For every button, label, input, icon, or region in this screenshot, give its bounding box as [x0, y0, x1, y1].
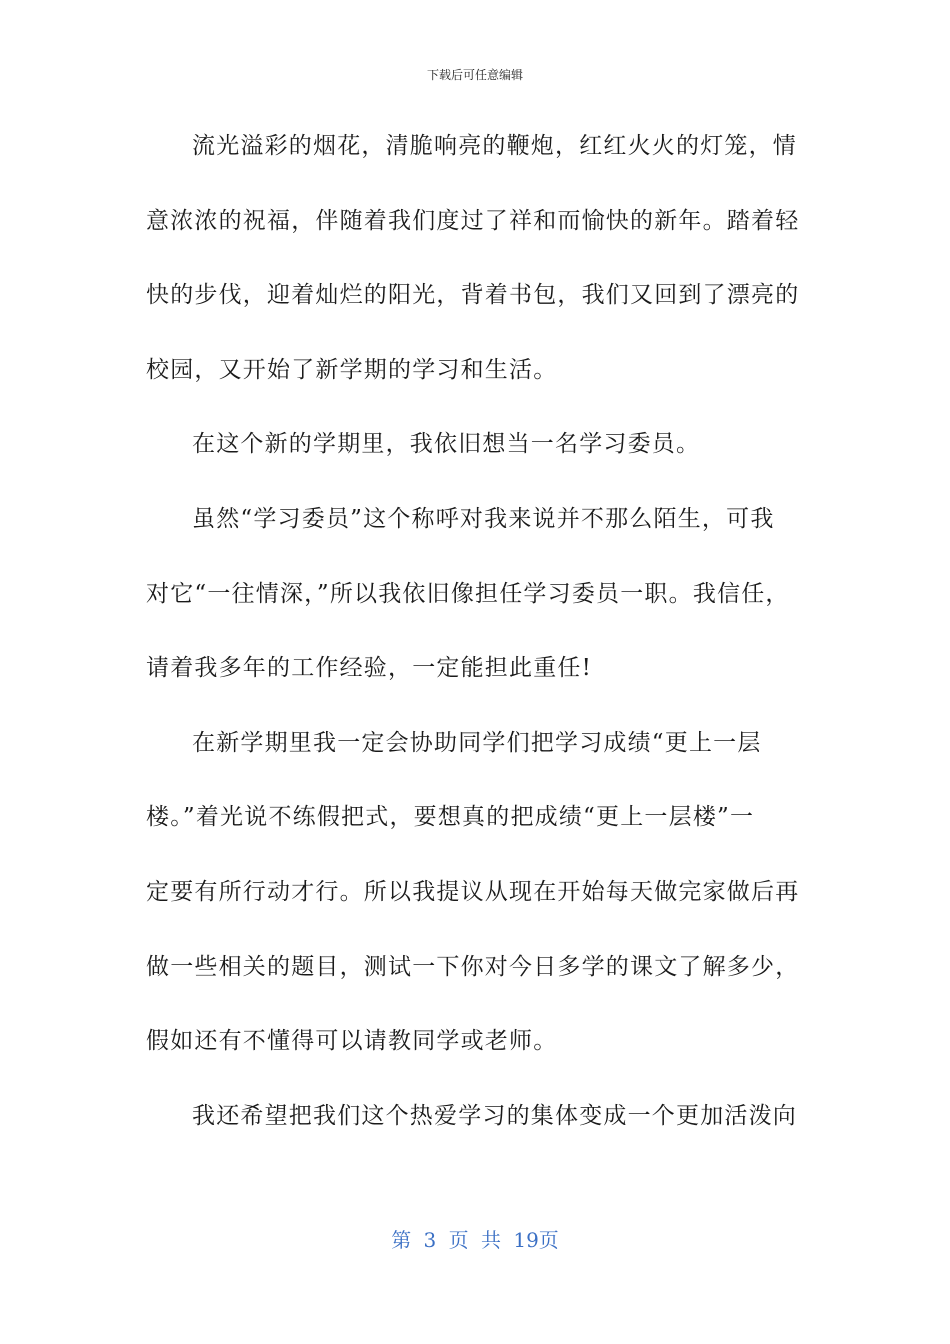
page-footer: 第 3 页 共 19页: [391, 1228, 559, 1252]
text-line: 对它“一往情深，”所以我依旧像担任学习委员一职。我信任，: [146, 580, 790, 607]
text-line: 快的步伐，迎着灿烂的阳光，背着书包，我们又回到了漂亮的: [146, 282, 800, 309]
text-line: 楼。”着光说不练假把式，要想真的把成绩“更上一层楼”一: [146, 804, 755, 831]
text-line: 流光溢彩的烟花，清脆响亮的鞭炮，红红火火的灯笼，情: [192, 133, 797, 159]
text-line: 意浓浓的祝福，伴随着我们度过了祥和而愉快的新年。踏着轻: [146, 207, 800, 234]
text-line: 虽然“学习委员”这个称呼对我来说并不那么陌生，可我: [192, 505, 775, 532]
text-line: 请着我多年的工作经验，一定能担此重任!: [146, 655, 593, 682]
document-body: [146, 120, 806, 1164]
page-header: 下载后可任意编辑: [426, 68, 523, 82]
text-line: 做一些相关的题目，测试一下你对今日多学的课文了解多少，: [146, 953, 800, 980]
text-line: 定要有所行动才行。所以我提议从现在开始每天做完家做后再: [146, 878, 800, 905]
text-line: 在这个新的学期里，我依旧想当一名学习委员。: [192, 431, 701, 458]
text-line: 校园，又开始了新学期的学习和生活。: [146, 356, 558, 383]
text-line: 在新学期里我一定会协助同学们把学习成绩“更上一层: [192, 729, 762, 756]
text-line: 我还希望把我们这个热爱学习的集体变成一个更加活泼向: [192, 1102, 797, 1129]
text-line: 假如还有不懂得可以请教同学或老师。: [146, 1028, 558, 1055]
